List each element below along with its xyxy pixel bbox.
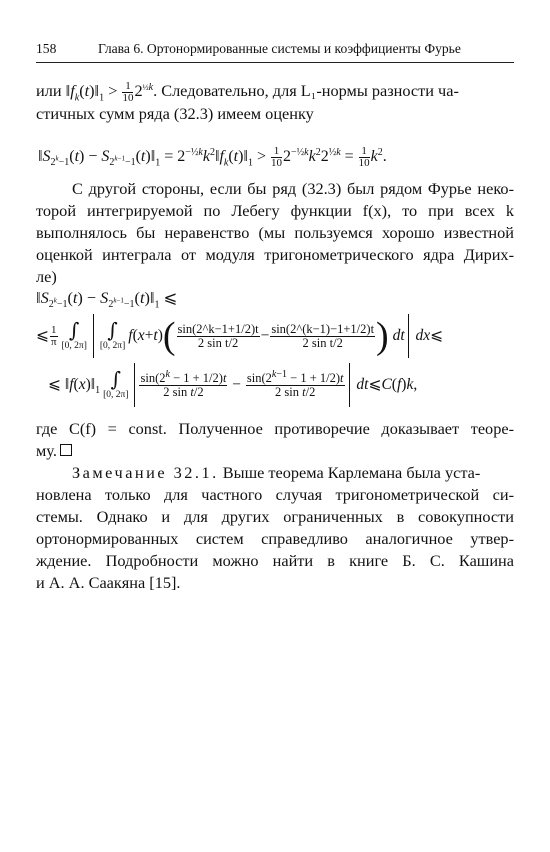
chapter-title: Глава 6. Ортонормированные системы и коэффициенты Фурье: [98, 41, 461, 56]
integral-inner: ∫ [0, 2π]: [99, 318, 126, 351]
remark-line-5: ждение. Подробности можно найти в книге Б. С. Кашина: [36, 551, 514, 570]
remark-line-3: стемы. Однако и для других ограниченных в совокупности: [36, 507, 514, 526]
remark-line-1: Замечание 32.1. Выше теорема Карлемана была уста-: [72, 463, 481, 482]
line1-text: . Следовательно, для L₁-нормы разности ча-: [153, 81, 459, 100]
remark-line-4: ортонормированных систем справедливо аналогичное утвер-: [36, 529, 514, 548]
integral-third: ∫ [0, 2π]: [103, 367, 129, 400]
para2-line-3: выполнялось бы неравенство (мы пользуемся хорошо известной: [36, 223, 514, 242]
remark-label: Замечание 32.1.: [72, 463, 219, 482]
para2-line-1: С другой стороны, если бы ряд (32.3) был рядом Фурье неко-: [72, 179, 514, 198]
para2-line-4: оценкой интеграла от модуля тригонометрического ядра Дирих-: [36, 245, 514, 264]
formula-ineq-line-3: ⩽ $‖f(x)‖_1$ ∫ [0, 2π] $\frac{\sin(2^k - 1 + 1/2)t}{\text{2 sin t/2}}$ − $\frac{\sin(2^{k-1} - 1 + 1/2)t}{\text{2 sin t/2}}$ dt ⩽ C ( f ) k ,: [36, 356, 514, 414]
para2-line-2: торой интегрируемой по Лебегу функции f(x), то при всех k: [36, 201, 514, 220]
remark-line-2: новлена только для частного случая тригонометрической си-: [36, 485, 514, 504]
header-rule: [36, 62, 514, 63]
abs-bar: [93, 314, 94, 358]
formula-ineq-line-2: ⩽ $\frac{1}{\pi}$ ∫ [0, 2π] ∫ [0, 2π] f ( x + t ) ( $\frac{\sin(2\^{}k-1+1/2)t}{\text{2 sin t/2}}$ − $\frac{\sin(2\^{}(k-1)-1+1/2)t}{\text{2 sin t/2}}$ ) dt dx ⩽: [36, 315, 444, 357]
remark-line-6: и А. А. Саакяна [15].: [36, 573, 181, 592]
para2-line-5: ле): [36, 267, 57, 286]
formula-ineq-line-1: $‖S_{2^k-1}(t)$ − $S_{2^{k-1}-1}(t)‖_1$ ⩽: [36, 288, 178, 311]
conclusion-line-1: где C(f) = const. Полученное противоречие доказывает теоре-: [36, 419, 514, 438]
text-line-2: стичных сумм ряда (32.3) имеем оценку: [36, 104, 314, 123]
formula-estimate: $‖S_{2^k-1}(t)$ − $S_{2^{k-1}-1}(t)‖_1$ = $2^{-\frac{1}{2}k}k^2‖f_k(t)‖_1$ > $\frac{1}{10}$ $2^{-\frac{1}{2}k}k^22^{\frac{1}{2}k}$ = $\frac{1}{10}$ $k^2$.: [38, 145, 387, 169]
conclusion-line-2: му.: [36, 440, 514, 462]
qed-box: [60, 444, 72, 456]
integral-outer: ∫ [0, 2π]: [61, 318, 87, 351]
page-number: 158: [36, 41, 57, 56]
text-line-1: или $‖f_k(t)‖_1$ > $\frac{1}{10}$ $2^{\frac{1}{2}k}$. Следовательно, для L₁-нормы разности ча-: [36, 79, 459, 104]
